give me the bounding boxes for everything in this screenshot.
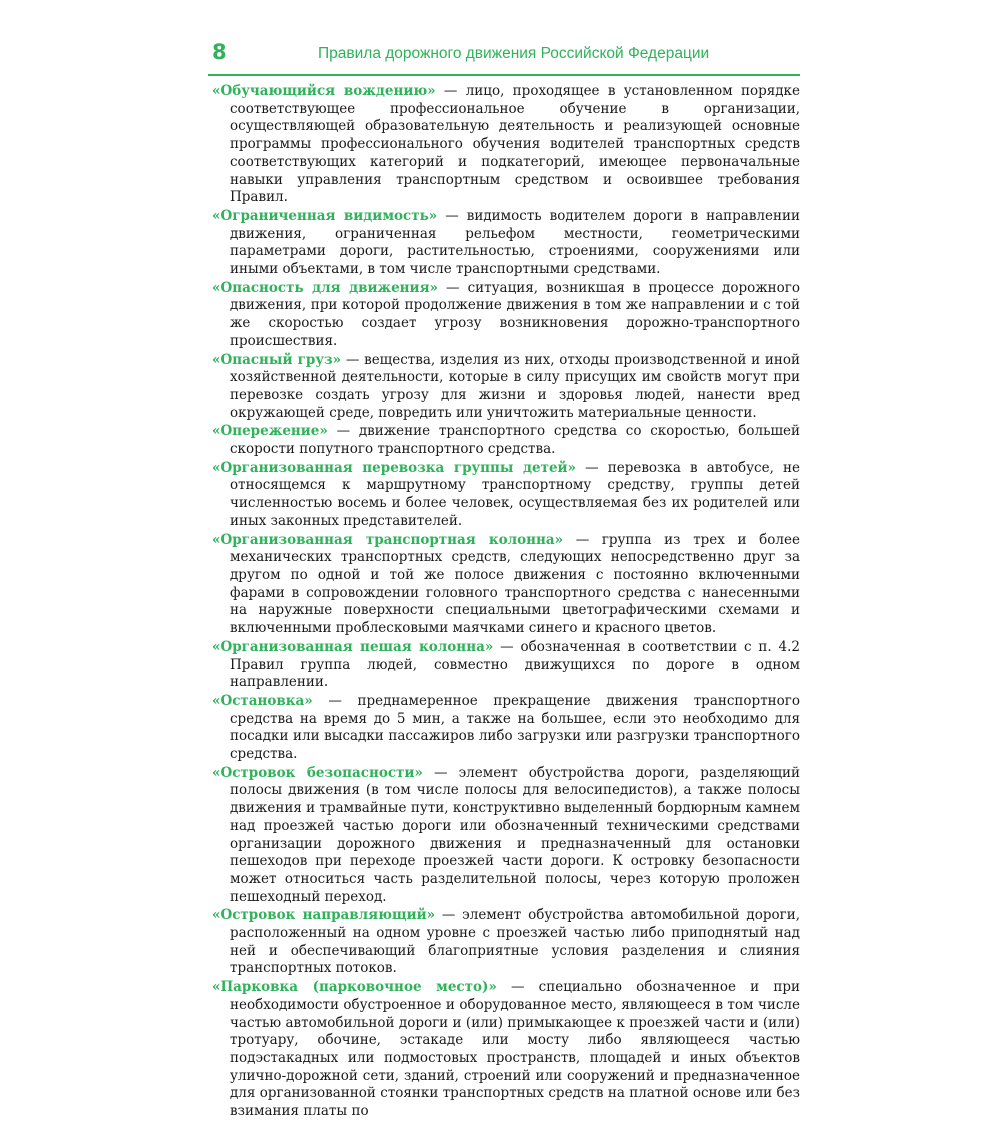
definition-entry	[212, 208, 800, 279]
definition-term: «Организованная перевозка группы детей»	[212, 459, 576, 476]
definition-term: «Опасный груз»	[212, 351, 342, 368]
definition-text: — преднамеренное прекращение движения транспортного средства на время до 5 мин, а также на большее, если это необходимо для посадки или высадки пассажиров либо загрузки или разгрузки транспортного средства.	[230, 692, 800, 763]
definition-entry	[212, 83, 800, 207]
definition-text: — вещества, изделия из них, отходы производственной и иной хозяйственной деятельности, которые в силу присущих им свойств могут при перевозке создать угрозу для жизни и здоровья людей, нанести вред окружающей среде, повредить или уничтожить материальные ценности.	[230, 351, 800, 421]
definition-term: «Организованная пешая колонна»	[212, 638, 494, 655]
definition-text: — лицо, проходящее в установленном порядке соответствующее профессиональное обучение в организации, осуществляющей образовательную деятельность и реализующей основные программы профессионального обучения водителей транспортных средств соответствующих категорий и подкатегорий, имеющее первоначальные навыки управления транспортным средством и освоившее требования Правил.	[230, 83, 800, 206]
definition-text: — элемент обустройства дороги, разделяющий полосы движения (в том числе полосы для велосипедистов), а также полосы движения и трамвайные пути, конструктивно выделенный бордюрным камнем над проезжей частью дороги или обозначенный техническими средствами организации дорожного движения и предназначенный для остановки пешеходов при переходе проезжей части дороги. К островку безопасности может относиться часть разделительной полосы, через которую проложен пешеходный переход.	[230, 764, 801, 905]
definition-entry	[212, 693, 800, 764]
definition-text: — элемент обустройства автомобильной дороги, расположенный на одном уровне с проезжей частью либо приподнятый над ней и обеспечивающий благоприятные условия разделения и слияния транспортных потоков.	[230, 907, 800, 977]
definition-term: «Ограниченная видимость»	[212, 207, 438, 224]
definition-term: «Островок направляющий»	[212, 907, 436, 924]
definition-term: «Парковка (парковочное место)»	[212, 979, 497, 996]
definition-entry	[212, 532, 800, 638]
definition-term: «Обучающийся вождению»	[212, 83, 436, 99]
definition-text: — видимость водителем дороги в направлении движения, ограниченная рельефом местности, геометрическими параметрами дороги, растительностью, строениями, сооружениями или иными объектами, в том числе транспортными средствами.	[230, 207, 800, 278]
definition-entry	[212, 907, 800, 978]
definition-entry	[212, 280, 800, 351]
definition-text: — движение транспортного средства со скоростью, большей скорости попутного транспортного средства.	[230, 423, 800, 458]
definition-text: — группа из трех и более механических транспортных средств, следующих непосредственно друг за другом по одной и той же полосе движения с постоянно включенными фарами в сопровождении головного транспортного средства с нанесенными на наружные поверхности специальными цветографическими схемами и включенными проблесковыми маячками синего и красного цветов.	[230, 531, 800, 637]
definition-entry	[212, 979, 800, 1121]
definition-entry	[212, 639, 800, 692]
definition-entry	[212, 765, 800, 907]
definition-term: «Опережение»	[212, 423, 328, 440]
page-number: 8	[212, 40, 227, 64]
definitions-list	[212, 83, 800, 1122]
definition-text: — обозначенная в соответствии с п. 4.2 Правил группа людей, совместно движущихся по дороге в одном направлении.	[230, 638, 800, 691]
definition-term: «Островок безопасности»	[212, 764, 423, 781]
definition-term: «Опасность для движения»	[212, 279, 438, 296]
definition-term: «Остановка»	[212, 692, 313, 709]
definition-text: — специально обозначенное и при необходимости обустроенное и оборудованное место, являющееся в том числе частью автомобильной дороги и (или) примыкающее к проезжей части и (или) тротуару, обочине, эстакаде или мосту либо являющееся частью подэстакадных или подмостовых пространств, площадей и иных объектов улично-дорожной сети, зданий, строений или сооружений и предназначенное для организованной стоянки транспортных средств на платной основе или без взимания платы по	[230, 979, 800, 1120]
page-header	[208, 38, 800, 76]
definition-text: — ситуация, возникшая в процессе дорожного движения, при которой продолжение движения в том же направлении и с той же скоростью создает угрозу возникновения дорожно-транспортного происшествия.	[230, 279, 800, 349]
running-title: Правила дорожного движения Российской Федерации	[318, 45, 710, 62]
definition-entry	[212, 423, 800, 458]
definition-text: — перевозка в автобусе, не относящемся к маршрутному транспортному средству, группы детей численностью восемь и более человек, осуществляемая без их родителей или иных законных представителей.	[230, 459, 800, 529]
definition-entry	[212, 352, 800, 423]
definition-entry	[212, 460, 800, 531]
definition-term: «Организованная транспортная колонна»	[212, 531, 564, 548]
